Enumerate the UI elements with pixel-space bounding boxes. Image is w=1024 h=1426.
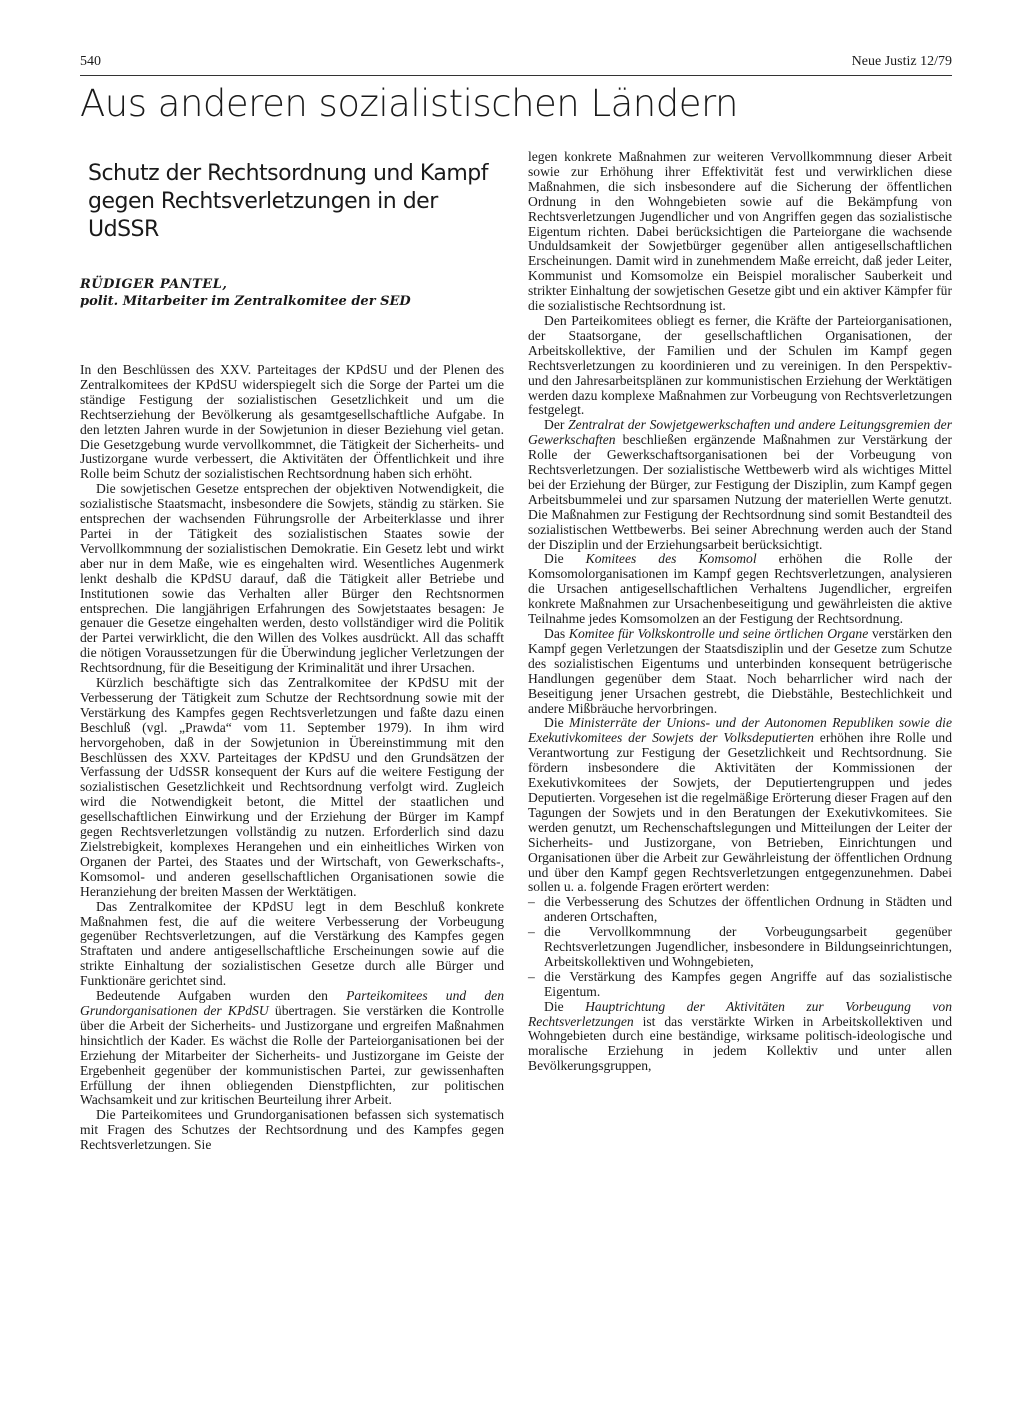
- emphasis-text: Zentralrat der Sowjetgewerkschaften und andere Leitungsgremien der Gewerkschaften: [528, 417, 952, 448]
- paragraph-text: übertragen. Sie verstärken die Kontrolle über die Arbeit der Sicherheits- und Justizorgane und ergreifen Maßnahmen hinsichtlich der Kader. Es wächst die Rolle der Parteiorganisationen bei der Erziehung der Mitarbeiter der Sicherheits- und Justizorgane im Geiste der Ergebenheit gegenüber der kommunistischen Partei, zur gewissenhaften Erfüllung der ihnen obliegenden Dienstpflichten, zur politischen Wachsamkeit und zur kritischen Beurteilung ihrer Arbeit.: [80, 1002, 504, 1108]
- page-header: [80, 54, 952, 76]
- paragraph-text: Die: [544, 551, 586, 567]
- emphasis-text: Komitees des Komsomol: [585, 551, 757, 567]
- paragraph: legen konkrete Maßnahmen zur weiteren Vervollkommnung dieser Arbeit sowie zur Erhöhung ihrer Effektivität fest und verwirklichen diese Maßnahmen, die sich insbesondere auf die Sicherung der öffentlichen Ordnung in den Wohngebieten sowie auf die Bekämpfung von Rechtsverletzungen Jugendlicher und von Angriffen gegen das sozialistische Eigentum richten. Dabei berücksichtigen die Parteiorgane die wachsende Unduldsamkeit der Sowjetbürger gegenüber allen antigesellschaftlichen Erscheinungen. Damit wird in zunehmendem Maße erreicht, daß jeder Leiter, Kommunist und Komsomolze ein Beispiel moralischer Sauberkeit und strikter Einhaltung der sowjetischen Gesetze gibt und ein aktiver Kämpfer für die sozialistische Rechtsordnung ist.: [528, 149, 952, 314]
- paragraph: [528, 627, 952, 716]
- left-column: [80, 150, 504, 1153]
- list-item: – die Verbesserung des Schutzes der öffentlichen Ordnung in Städten und anderen Ortschaften,: [528, 895, 952, 925]
- paragraph: [528, 1000, 952, 1075]
- left-body: [80, 363, 504, 1153]
- article-title-line: gegen Rechtsverletzungen in der UdSSR: [88, 189, 438, 242]
- emphasis-text: Parteikomitees und den Grundorganisationen der KPdSU: [80, 988, 504, 1018]
- article-title: [88, 160, 504, 244]
- paragraph: Kürzlich beschäftigte sich das Zentralkomitee der KPdSU mit der Verbesserung der Tätigkeit zum Schutze der Rechtsordnung sowie mit der Verstärkung des Kampfes gegen Rechtsverletzungen und faßte dazu einen Beschluß (vgl. „Prawda“ vom 11. September 1979). In ihm wird hervorgehoben, daß in der Sowjetunion in Übereinstimmung mit den Beschlüssen des XXV. Parteitages der KPdSU und den Grundsätzen der Verfassung der UdSSR konsequent der Kurs auf die weitere Festigung der sozialistischen Gesetzlichkeit und Rechtsordnung verfolgt wird. Zugleich wird die Notwendigkeit betont, die Mittel der staatlichen und gesellschaftlichen Einwirkung und der Erziehung der Bürger im Kampf gegen Rechtsverletzungen vollständig zu nutzen. Erforderlich sind dazu Zielstrebigkeit, komplexes Herangehen und ein einheitliches Wirken von Organen der Partei, des Staates und der Wirtschaft, von Gewerkschafts-, Komsomol- und anderen gesellschaftlichen Organisationen sowie die Heranziehung der breiten Massen der Werktätigen.: [80, 675, 504, 899]
- paragraph-text: beschließen ergänzende Maßnahmen zur Verstärkung der Rolle der Gewerkschaftsorganisationen bei der Vorbeugung von Rechtsverletzungen. Der sozialistische Wettbewerb wird als wichtiges Mittel bei der Erziehung der Bürger, zur Festigung der Disziplin, zum Kampf gegen Arbeitsbummelei und zur sparsamen Nutzung der materiellen Werte genutzt. Die Maßnahmen zur Festigung der Rechtsordnung sind somit Bestandteil des sozialistischen Wettbewerbs. Bei seiner Abrechnung werden auch der Stand der Disziplin und der Erziehungsarbeit berücksichtigt.: [528, 432, 952, 552]
- emphasis-text: Ministerräte der Unions- und der Autonomen Republiken sowie die Exekutivkomitees der Sowjets der Volksdeputierten: [528, 715, 952, 746]
- paragraph: Die Parteikomitees und Grundorganisationen befassen sich systematisch mit Fragen des Schutzes der Rechtsordnung und des Kampfes gegen Rechtsverletzungen. Sie: [80, 1107, 504, 1153]
- emphasis-text: Komitee für Volkskontrolle und seine örtlichen Organe: [568, 626, 869, 641]
- article-title-line: Schutz der Rechtsordnung und Kampf: [88, 161, 488, 186]
- paragraph-text: erhöhen die Rolle der Komsomolorganisationen im Kampf gegen Rechtsverletzungen, analysieren die Ursachen antigesellschaftlichen Verhaltens Jugendlicher, ergreifen konkrete Maßnahmen zur Ursachenbeseitigung und gewährleisten die aktive Teilnahme jedes Komsomolzen an der Festigung der Rechtsordnung.: [528, 551, 953, 627]
- paragraph: [528, 418, 952, 552]
- emphasis-text: Hauptrichtung der Aktivitäten zur Vorbeugung von Rechtsverletzungen: [528, 998, 952, 1029]
- paragraph-text: Der: [544, 417, 569, 433]
- paragraph: In den Beschlüssen des XXV. Parteitages der KPdSU und der Plenen des Zentralkomitees der KPdSU widerspiegelt sich die Sorge der Partei um die ständige Festigung der sozialistischen Gesetzlichkeit und um die Rechtserziehung der Bevölkerung als gesamtgesellschaftliche Aufgabe. In den letzten Jahren wurde in der Sowjetunion in dieser Beziehung viel getan. Die Gesetzgebung wurde vervollkommnet, die Tätigkeit der Sicherheits- und Justizorgane wurde verbessert, die Aktivitäten der Öffentlichkeit und ihre Rolle beim Schutz der sozialistischen Rechtsordnung haben sich erhöht.: [80, 362, 504, 482]
- section-title: Aus anderen sozialistischen Ländern: [80, 82, 739, 125]
- author-role: polit. Mitarbeiter im Zentralkomitee der SED: [80, 294, 411, 309]
- author-block: [80, 276, 504, 310]
- right-column: [528, 150, 952, 1074]
- author-name: RÜDIGER PANTEL,: [80, 277, 228, 292]
- paragraph: [80, 989, 504, 1108]
- list-item: – die Verstärkung des Kampfes gegen Angriffe auf das sozialistische Eigentum.: [528, 970, 952, 1000]
- page-number: 540: [80, 54, 101, 69]
- paragraph-text: erhöhen ihre Rolle und Verantwortung zur Festigung der Gesetzlichkeit und Rechtsordnung. Sie fördern insbesondere die Aktivitäten der Kommissionen der Exekutivkomitees der Sowjets, der Deputiertengruppen und jedes Deputierten. Vorgesehen ist die regelmäßige Erörterung dieser Fragen auf den Tagungen der Sowjets und in den Beratungen der Exekutivkomitees. Sie werden genutzt, um Rechenschaftslegungen und Mitteilungen der Leiter der Sicherheits- und Justizorgane, von Betrieben, Einrichtungen und Organisationen über die Arbeit zur Gewährleistung der öffentlichen Ordnung und über den Kampf gegen Rechtsverletzungen entgegenzunehmen. Dabei sollen u. a. folgende Fragen erörtert werden:: [528, 730, 952, 895]
- paragraph-text: Die: [544, 715, 570, 731]
- paragraph: [528, 716, 952, 895]
- header-rule: [80, 75, 952, 76]
- dash-list: [528, 895, 952, 999]
- paragraph: [528, 552, 952, 627]
- paragraph: Die sowjetischen Gesetze entsprechen der objektiven Notwendigkeit, die sozialistische Staatsmacht, insbesondere die Sowjets, ständig zu stärken. Sie entsprechen der wachsenden Führungsrolle der Arbeiterklasse und ihrer Partei in der Tätigkeit des sozialistischen Staates sowie der Vervollkommnung der sozialistischen Demokratie. Ein Gesetz lebt und wirkt aber nur in dem Maße, wie es eingehalten wird. Wesentliches Augenmerk lenkt deshalb die KPdSU darauf, daß die Tätigkeit aller Betriebe und Institutionen sowie das Verhalten aller Bürger den Rechtsnormen entsprechen. Die langjährigen Erfahrungen des Sowjetstaates besagen: Je genauer die Gesetze eingehalten werden, desto vollständiger wird die Politik der Partei verwirklicht, die den Willen des Volkes ausdrückt. All das schafft die nötigen Voraussetzungen für die Überwindung jeglicher Verletzungen der Rechtsordnung, für die Beseitigung der Kriminalität und ihrer Ursachen.: [80, 481, 504, 676]
- list-item: – die Vervollkommnung der Vorbeugungsarbeit gegenüber Rechtsverletzungen Jugendlicher, insbesondere in Bildungseinrichtungen, Arbeitskollektiven und Wohngebieten,: [528, 925, 952, 970]
- paragraph-text: Bedeutende Aufgaben wurden den: [96, 988, 347, 1004]
- paragraph: Das Zentralkomitee der KPdSU legt in dem Beschluß konkrete Maßnahmen fest, die auf die weitere Verbesserung der Vorbeugung gegenüber Rechtsverletzungen, auf die Verstärkung des Kampfes gegen Straftaten und andere antigesellschaftliche Erscheinungen sowie auf die strikte Einhaltung der sozialistischen Gesetze durch alle Bürger und Funktionäre gerichtet sind.: [80, 898, 504, 989]
- paragraph-text: Die: [544, 998, 586, 1014]
- paragraph-text: Das: [544, 626, 569, 641]
- paragraph-text: ist das verstärkte Wirken in Arbeitskollektiven und Wohngebieten durch eine beständige, wirksame politisch-ideologische und moralische Erziehung in jedem Kollektiv und unter allen Bevölkerungsgruppen,: [528, 1013, 952, 1074]
- paragraph: Den Parteikomitees obliegt es ferner, die Kräfte der Parteiorganisationen, der Staatsorgane, der gesellschaftlichen Organisationen, der Arbeitskollektive, der Familien und der Schulen im Kampf gegen Rechtsverletzungen zu koordinieren und zu vereinigen. In den Perspektiv- und den Jahresarbeitsplänen zur kommunistischen Erziehung der Werktätigen werden dazu komplexe Maßnahmen zur Vorbeugung von Rechtsverletzungen festgelegt.: [528, 312, 952, 418]
- journal-title: Neue Justiz 12/79: [851, 54, 952, 69]
- paragraph-text: verstärken den Kampf gegen Verletzungen der Staatsdisziplin und der Gesetze zum Schutze des sozialistischen Eigentums und unterbinden konsequent betrügerische Handlungen gegenüber dem Staat. Noch beharrlicher wird nach der Beseitigung jener Ursachen gestrebt, die Diebstähle, Bestechlichkeit und andere Mißbräuche hervorbringen.: [528, 626, 952, 716]
